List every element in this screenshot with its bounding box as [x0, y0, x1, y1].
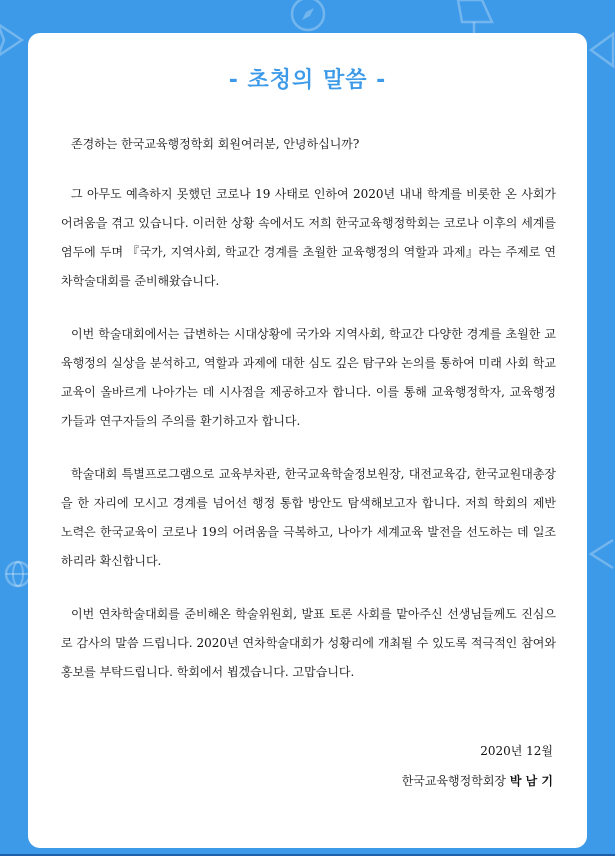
- paragraph: 그 아무도 예측하지 못했던 코로나 19 사태로 인하여 2020년 내내 학계를 비롯한 온 사회가 어려움을 겪고 있습니다. 이러한 상황 속에서도 저희 한국교육행정학회는 코로나 이후의 세계를 염두에 두며 『국가, 지역사회, 학교간 경계를 초월한 교육행정의 역할과 과제』라는 주제로 연차학술대회를 준비해왔습니다.: [61, 187, 556, 288]
- greeting: 존경하는 한국교육행정학회 회원여러분, 안녕하십니까?: [71, 137, 360, 151]
- compass-icon: [288, 0, 328, 34]
- page-title: - 초청의 말씀 -: [228, 68, 387, 93]
- signer-title: 한국교육행정학회장: [401, 774, 507, 788]
- paragraph: 이번 연차학술대회를 준비해온 학술위원회, 발표 토론 사회를 맡아주신 선생님들께도 진심으로 감사의 말씀 드립니다. 2020년 연차학술대회가 성황리에 개최될 수 있도록 적극적인 참여와 홍보를 부탁드립니다. 학회에서 뵙겠습니다. 고맙습니다.: [61, 607, 556, 679]
- paragraph: 학술대회 특별프로그램으로 교육부차관, 한국교육학술정보원장, 대전교육감, 한국교원대총장을 한 자리에 모시고 경계를 넘어선 행정 통합 방안도 탐색해보고자 합니다. 저희 학회의 제반 노력은 한국교육이 코로나 19의 어려움을 극복하고, 나아가 세계교육 발전을 선도하는 데 일조하리라 확신합니다.: [61, 467, 556, 568]
- signer-name: 박 남 기: [509, 774, 553, 788]
- letter-date: 2020년 12월: [480, 744, 553, 758]
- paper-plane-icon: [589, 534, 615, 574]
- paper-plane-icon: [0, 20, 26, 60]
- signature-line: [402, 772, 553, 789]
- paragraph: 이번 학술대회에서는 급변하는 시대상황에 국가와 지역사회, 학교간 다양한 경계를 초월한 교육행정의 실상을 분석하고, 역할과 과제에 대한 심도 깊은 탐구와 논의를 통하여 미래 사회 학교교육이 올바르게 나아가는 데 시사점을 제공하고자 합니다. 이를 통해 교육행정학자, 교육행정가들과 연구자들의 주의를 환기하고자 합니다.: [61, 327, 556, 428]
